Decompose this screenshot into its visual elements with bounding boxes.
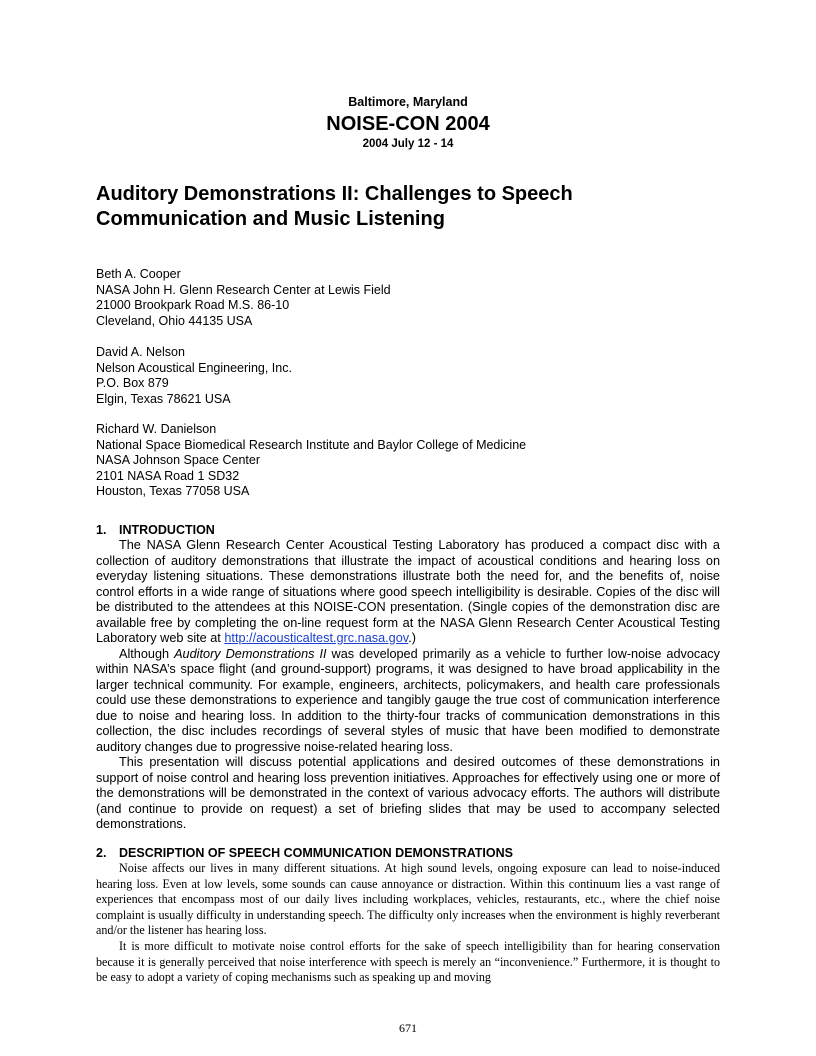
author-address: Cleveland, Ohio 44135 USA	[96, 313, 253, 328]
author-affiliation: NASA Johnson Space Center	[96, 453, 260, 468]
conference-location: Baltimore, Maryland	[348, 95, 468, 109]
speech-demos-body	[96, 861, 720, 986]
author-address: 21000 Brookpark Road M.S. 86-10	[96, 298, 290, 313]
paragraph-text: The NASA Glenn Research Center Acoustical Testing Laboratory has produced a compact disc with a collection of auditory demonstrations that illustrate the impact of acoustical conditions and hearing loss on everyday listening situations. These demonstrations illustrate both the need for, and the benefits of, noise control efforts in a wide range of situations where good speech intelligibility is desirable. Copies of the disc will be distributed to the attendees at this NOISE-CON presentation. (Single copies of the demonstration disc are available free by completing the on-line request form at the NASA Glenn Research Center Acoustical Testing Laboratory web site at	[96, 538, 720, 645]
author-affiliation: Nelson Acoustical Engineering, Inc.	[96, 360, 292, 375]
section-heading-speech-demos	[96, 846, 513, 861]
author-address: P.O. Box 879	[96, 376, 169, 391]
conference-dates: 2004 July 12 - 14	[362, 138, 454, 150]
paragraph-text: was developed primarily as a vehicle to further low-noise advocacy within NASA’s space flight (and ground-support) programs, it was designed to have broad applicability in the larger technical community. For example, engineers, architects, policymakers, and health care professionals could use these demonstrations to experience and tangibly gauge the true cost of communication interference due to noise and hearing loss. In addition to the thirty-four tracks of communication demonstrations in this collection, the disc includes recordings of several styles of music that have been modified to demonstrate auditory changes due to progressive noise-related hearing loss.	[96, 646, 720, 754]
section-title: INTRODUCTION	[119, 523, 215, 537]
author-block	[96, 345, 736, 407]
paragraph: Noise affects our lives in many different situations. At high sound levels, ongoing exposure can lead to noise-induced hearing loss. Even at low levels, some sounds can cause annoyance or distraction. Within this continuum lies a vast range of experiences that encompass most of our daily lives including workplaces, vehicles, restaurants, etc., where the chief noise complaint is usually difficulty in understanding speech. The difficulty only increases when the environment is highly reverberant and/or the listener has hearing loss.	[96, 861, 720, 938]
section-number: 2.	[96, 846, 107, 860]
conference-name: NOISE-CON 2004	[326, 113, 490, 135]
section-number: 1.	[96, 523, 107, 537]
author-affiliation: National Space Biomedical Research Institute and Baylor College of Medicine	[96, 437, 527, 452]
cd-title-italic: Auditory Demonstrations II	[174, 646, 327, 661]
lab-website-link[interactable]: http://acousticaltest.grc.nasa.gov	[224, 631, 409, 645]
paragraph: This presentation will discuss potential applications and desired outcomes of these demonstrations in support of noise control and hearing loss prevention initiatives. Approaches for effectively using one or more of the demonstrations will be demonstrated in the context of various advocacy efforts. The authors will distribute (and continue to provide on request) a set of briefing slides that may be used to accompany selected demonstrations.	[96, 755, 720, 831]
section-title: DESCRIPTION OF SPEECH COMMUNICATION DEMONSTRATIONS	[119, 846, 513, 860]
author-block	[96, 422, 736, 500]
section-heading-introduction	[96, 523, 215, 538]
author-name: Richard W. Danielson	[96, 422, 217, 436]
paragraph	[96, 647, 720, 756]
author-affiliation: NASA John H. Glenn Research Center at Lewis Field	[96, 282, 391, 297]
author-address: Elgin, Texas 78621 USA	[96, 391, 231, 406]
page-number: 671	[399, 1021, 417, 1035]
author-block	[96, 267, 736, 329]
paragraph: It is more difficult to motivate noise control efforts for the sake of speech intelligibility than for hearing conservation because it is generally perceived that noise interference with speech is merely an “inconvenience.” Furthermore, it is thought to be easy to adopt a variety of coping mechanisms such as speaking up and moving	[96, 938, 720, 985]
paragraph	[96, 538, 720, 647]
paper-title-line: Auditory Demonstrations II: Challenges to Speech	[96, 183, 573, 205]
paper-title	[96, 182, 736, 232]
paper-title-line: Communication and Music Listening	[96, 208, 445, 230]
author-address: Houston, Texas 77058 USA	[96, 484, 250, 499]
paragraph-text: Although	[119, 646, 175, 661]
author-address: 2101 NASA Road 1 SD32	[96, 468, 240, 483]
introduction-body	[96, 538, 720, 833]
paragraph-text: .)	[408, 631, 416, 645]
author-name: David A. Nelson	[96, 345, 185, 359]
author-name: Beth A. Cooper	[96, 267, 181, 281]
